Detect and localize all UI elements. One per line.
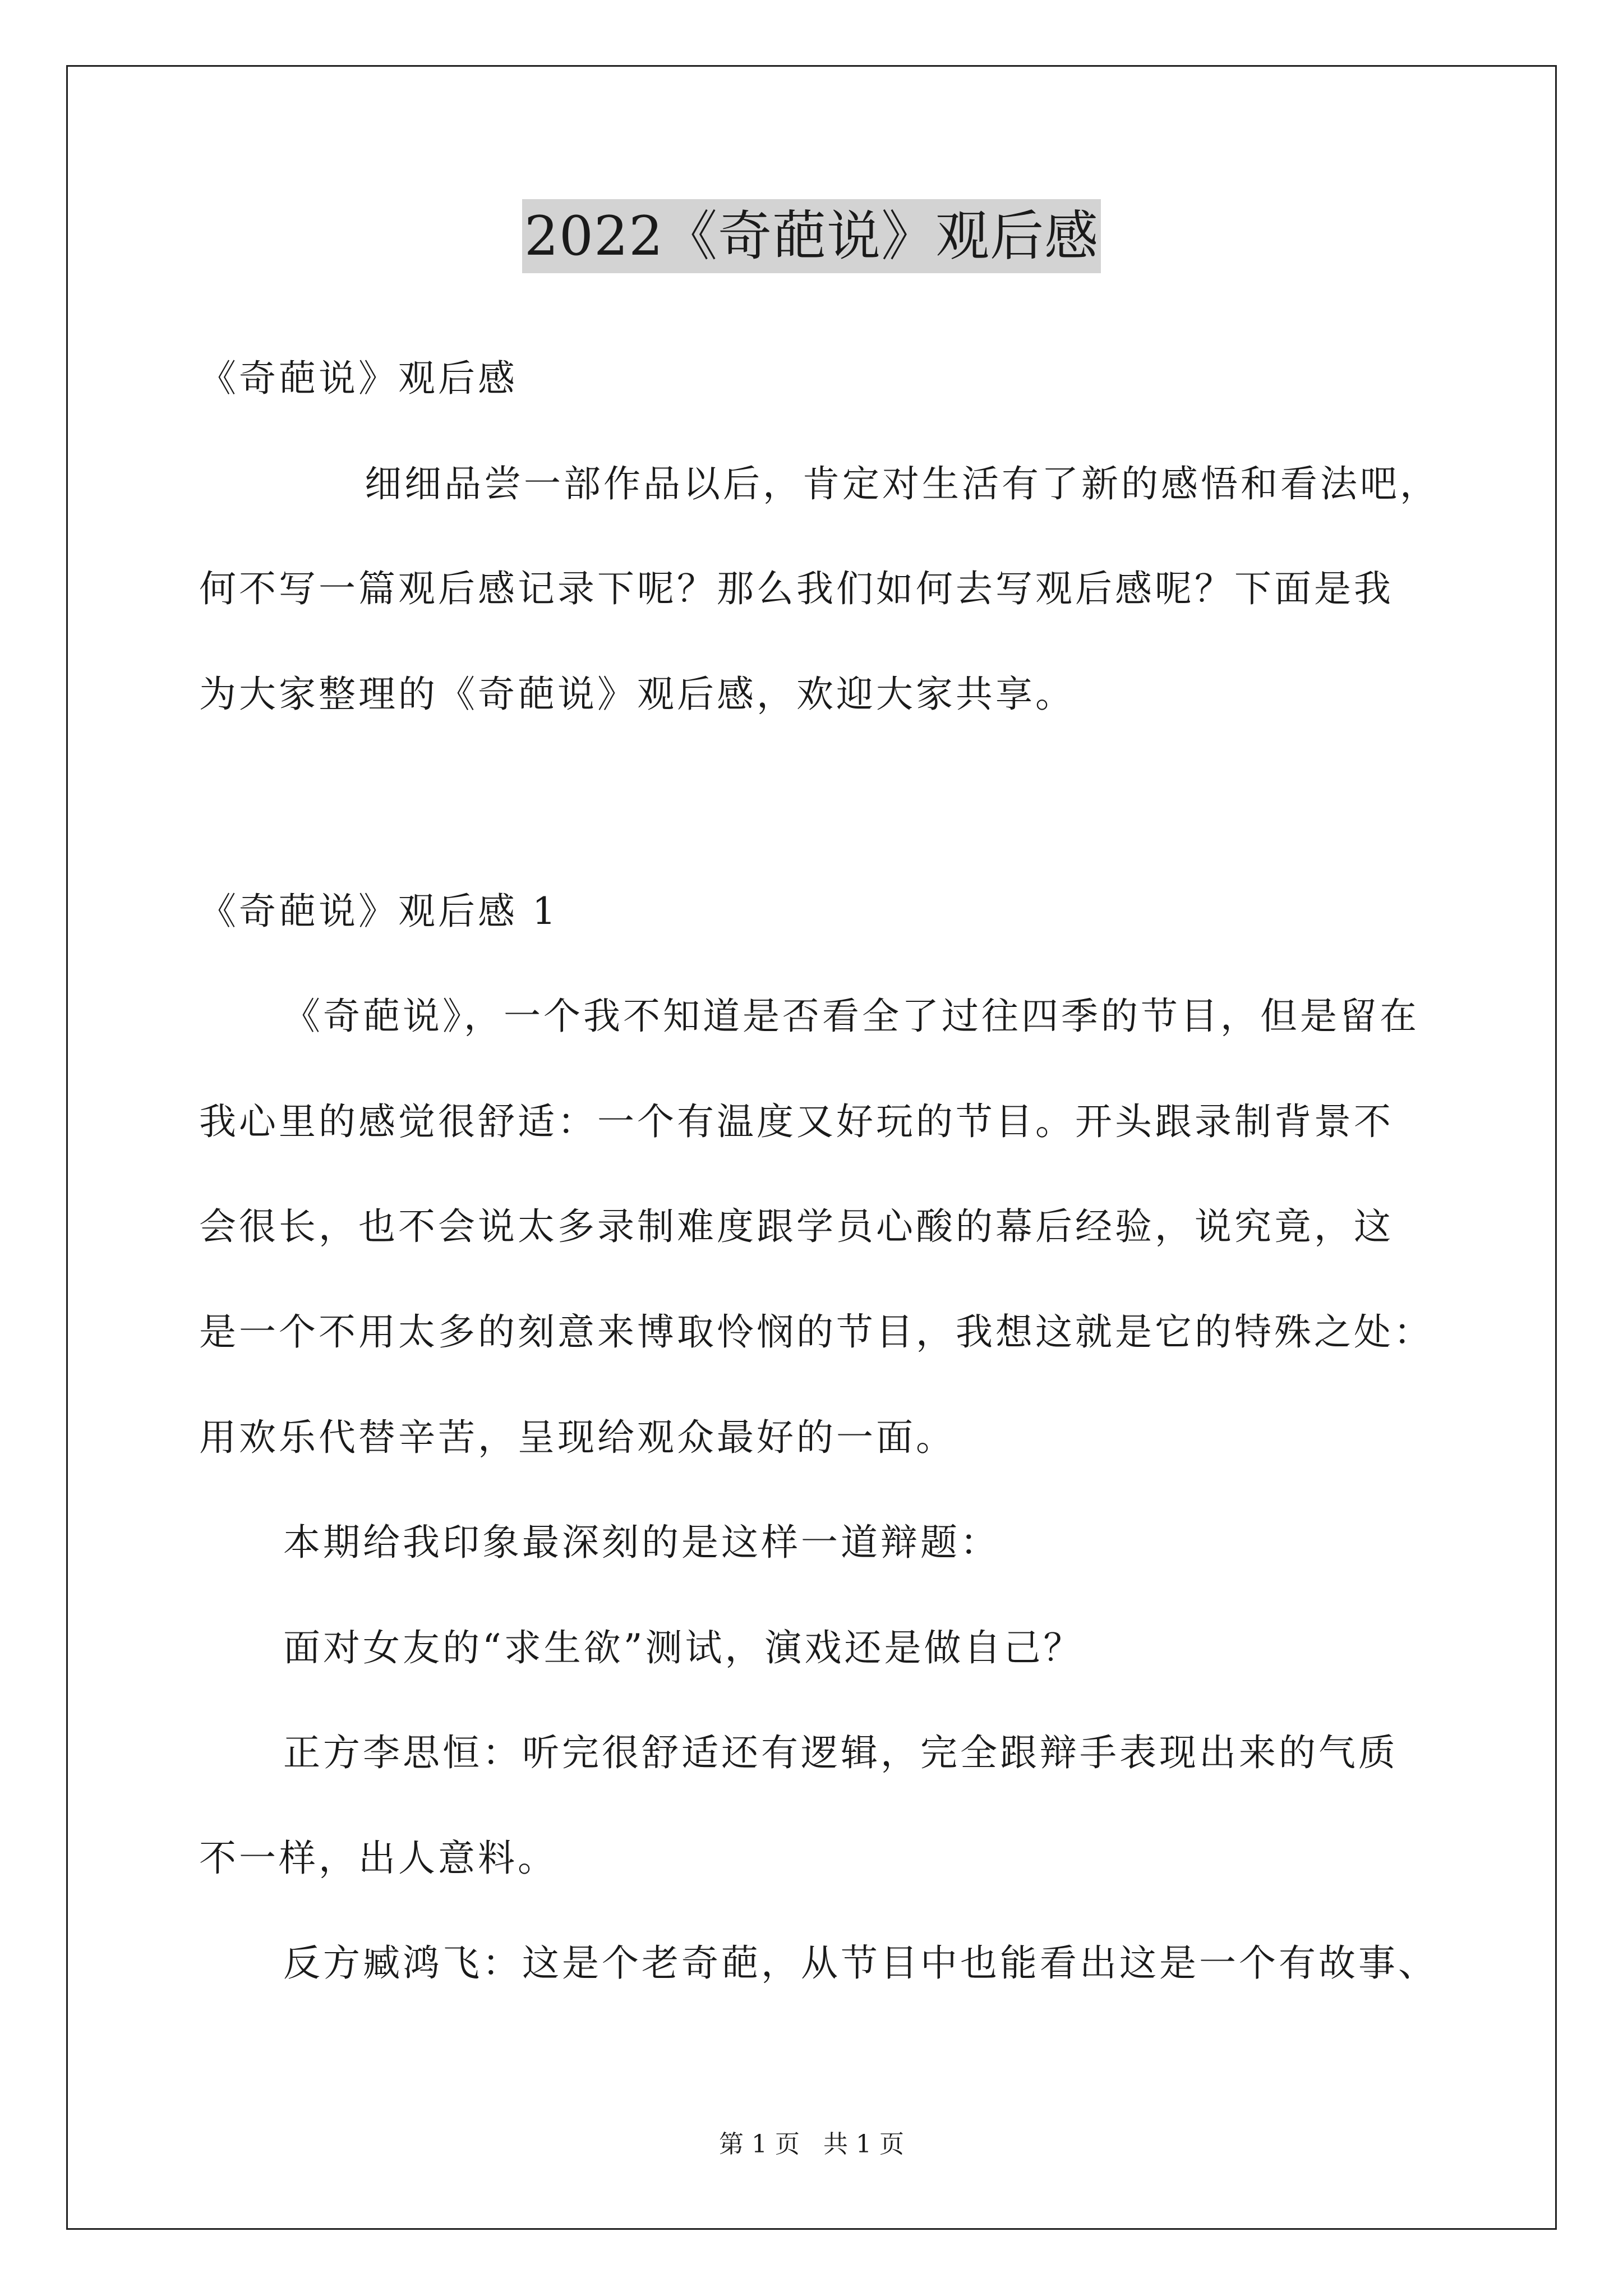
body-line: 反方臧鸿飞：这是个老奇葩，从节目中也能看出这是一个有故事、 <box>283 1941 1438 1985</box>
body-line: 正方李思恒：听完很舒适还有逻辑，完全跟辩手表现出来的气质 <box>283 1731 1398 1774</box>
body-line: 会很长，也不会说太多录制难度跟学员心酸的幕后经验，说究竟，这 <box>199 1205 1394 1248</box>
body-line: 是一个不用太多的刻意来博取怜悯的节目，我想这就是它的特殊之处： <box>199 1310 1433 1354</box>
body-line: 面对女友的“求生欲”测试，演戏还是做自己？ <box>283 1626 1083 1669</box>
body-line: 为大家整理的《奇葩说》观后感，欢迎大家共享。 <box>199 673 1075 716</box>
body-line: 何不写一篇观后感记录下呢？那么我们如何去写观后感呢？下面是我 <box>199 567 1394 610</box>
section-heading: 《奇葩说》观后感 1 <box>199 890 559 933</box>
body-line: 我心里的感觉很舒适：一个有温度又好玩的节目。开头跟录制背景不 <box>199 1100 1394 1143</box>
body-line: 《奇葩说》，一个我不知道是否看全了过往四季的节目，但是留在 <box>283 995 1419 1038</box>
body-line: 不一样，出人意料。 <box>199 1837 557 1880</box>
title-container <box>0 199 1623 273</box>
body-line: 本期给我印象最深刻的是这样一道辩题： <box>283 1521 1000 1564</box>
body-line: 用欢乐代替辛苦，呈现给观众最好的一面。 <box>199 1416 956 1459</box>
document-title: 2022《奇葩说》观后感 <box>522 199 1101 273</box>
page-footer: 第 1 页 共 1 页 <box>719 2130 904 2159</box>
subtitle-line: 《奇葩说》观后感 <box>199 357 518 400</box>
body-line: 细细品尝一部作品以后，肯定对生活有了新的感悟和看法吧， <box>365 462 1440 505</box>
